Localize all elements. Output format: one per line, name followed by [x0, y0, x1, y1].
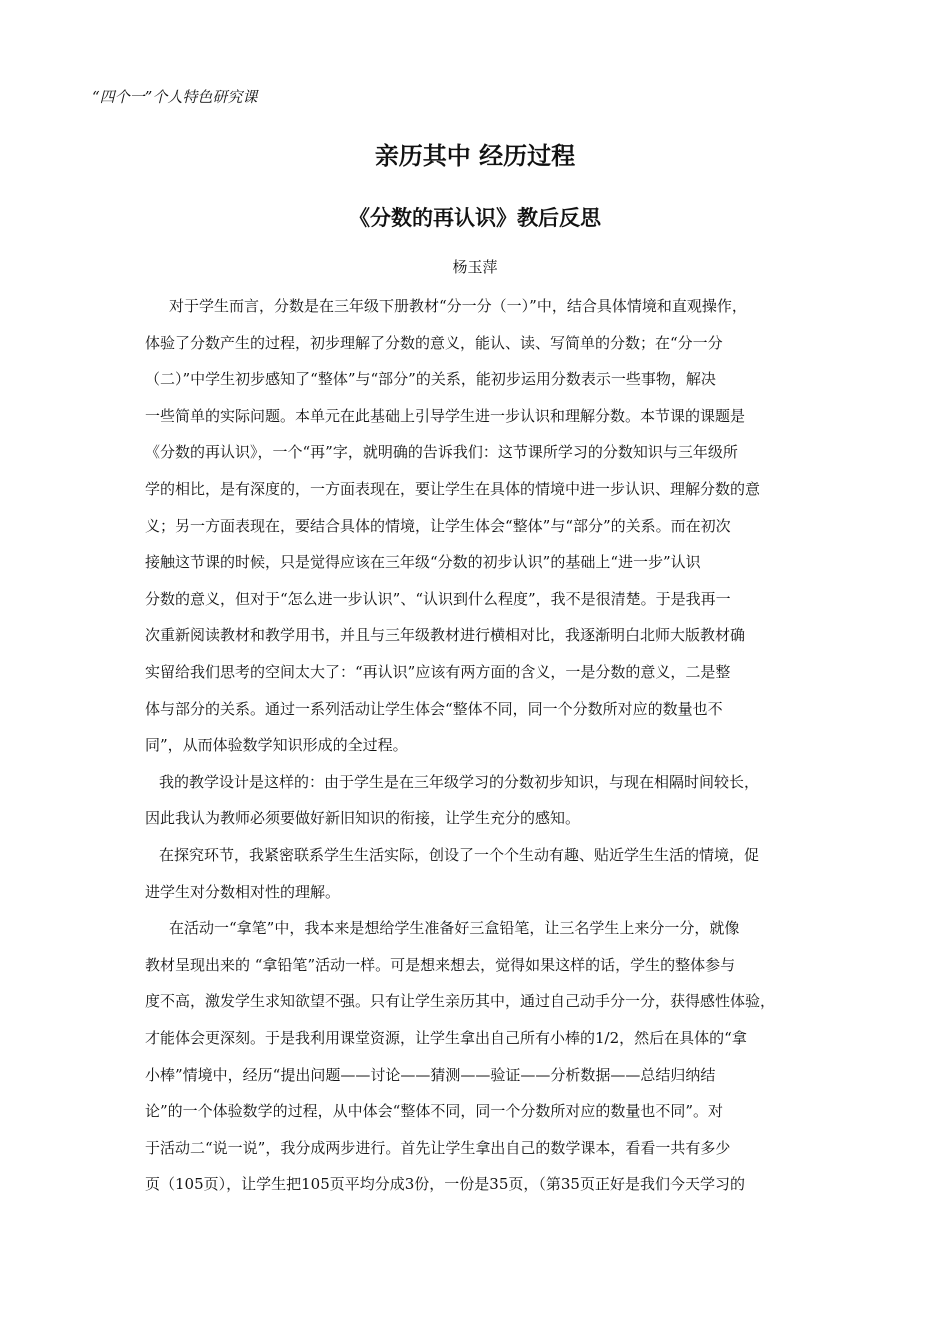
body-line: 次重新阅读教材和教学用书，并且与三年级教材进行横相对比，我逐渐明白北师大版教材确 [145, 626, 746, 645]
body-line: 分数的意义，但对于“怎么进一步认识”、“认识到什么程度”，我不是很清楚。于是我再一 [145, 589, 731, 608]
body-line: 体验了分数产生的过程，初步理解了分数的意义，能认、读、写简单的分数；在“分一分 [145, 333, 723, 352]
body-line: 同”，从而体验数学知识形成的全过程。 [145, 736, 408, 755]
body-line: 于活动二“说一说”，我分成两步进行。首先让学生拿出自己的数学课本，看看一共有多少 [145, 1138, 731, 1157]
body-line: 因此我认为教师必须要做好新旧知识的衔接，让学生充分的感知。 [145, 809, 581, 828]
body-line: 我的教学设计是这样的：由于学生是在三年级学习的分数初步知识，与现在相隔时间较长， [159, 772, 760, 791]
body-line: 学的相比，是有深度的，一方面表现在，要让学生在具体的情境中进一步认识、理解分数的意 [145, 480, 761, 498]
body-line: 接触这节课的时候，只是觉得应该在三年级“分数的初步认识”的基础上“进一步”认识 [145, 553, 701, 572]
body-line: 在活动一“拿笔”中，我本来是想给学生准备好三盒铅笔，让三名学生上来分一分，就像 [169, 919, 740, 938]
body-line: 论”的一个体验数学的过程，从中体会“整体不同，同一个分数所对应的数量也不同”。对 [145, 1102, 724, 1121]
body-line: 才能体会更深刻。于是我利用课堂资源，让学生拿出自己所有小棒的1/2，然后在具体的“拿 [145, 1029, 747, 1047]
body-line: 在探究环节，我紧密联系学生生活实际，创设了一个个生动有趣、贴近学生生活的情境，促 [159, 846, 760, 864]
body-line: （二）”中学生初步感知了“整体”与“部分”的关系，能初步运用分数表示一些事物，解决 [145, 370, 716, 389]
body-line: 体与部分的关系。通过一系列活动让学生体会“整体不同，同一个分数所对应的数量也不 [145, 699, 723, 718]
body-line: 教材呈现出来的 “拿铅笔”活动一样。可是想来想去，觉得如果这样的话，学生的整体参与 [145, 955, 736, 974]
body-line: 页（105页），让学生把105页平均分成3份，一份是35页，（第35页正好是我们今天学习的 [145, 1175, 745, 1194]
body-line: 进学生对分数相对性的理解。 [145, 882, 341, 901]
main-title: 亲历其中 经历过程 [374, 141, 576, 170]
body-line: 实留给我们思考的空间太大了：“再认识”应该有两方面的含义，一是分数的意义，二是整 [145, 663, 731, 681]
body-line: 一些简单的实际问题。本单元在此基础上引导学生进一步认识和理解分数。本节课的课题是 [145, 406, 746, 425]
header-note: “四个一”个人特色研究课 [92, 88, 258, 106]
body-line: 义；另一方面表现在，要结合具体的情境，让学生体会“整体”与“部分”的关系。而在初次 [145, 516, 731, 535]
body-line: 对于学生而言，分数是在三年级下册教材“分一分（一）”中，结合具体情境和直观操作， [169, 297, 747, 315]
sub-title: 《分数的再认识》教后反思 [349, 205, 601, 230]
body-line: 《分数的再认识》，一个“再”字，就明确的告诉我们：这节课所学习的分数知识与三年级所 [145, 443, 738, 462]
body-line: 度不高，激发学生求知欲望不强。只有让学生亲历其中，通过自己动手分一分，获得感性体验， [145, 992, 776, 1011]
body-line: 小棒”情境中，经历“提出问题——讨论——猜测——验证——分析数据——总结归纳结 [145, 1065, 716, 1084]
author-name: 杨玉萍 [452, 258, 498, 276]
